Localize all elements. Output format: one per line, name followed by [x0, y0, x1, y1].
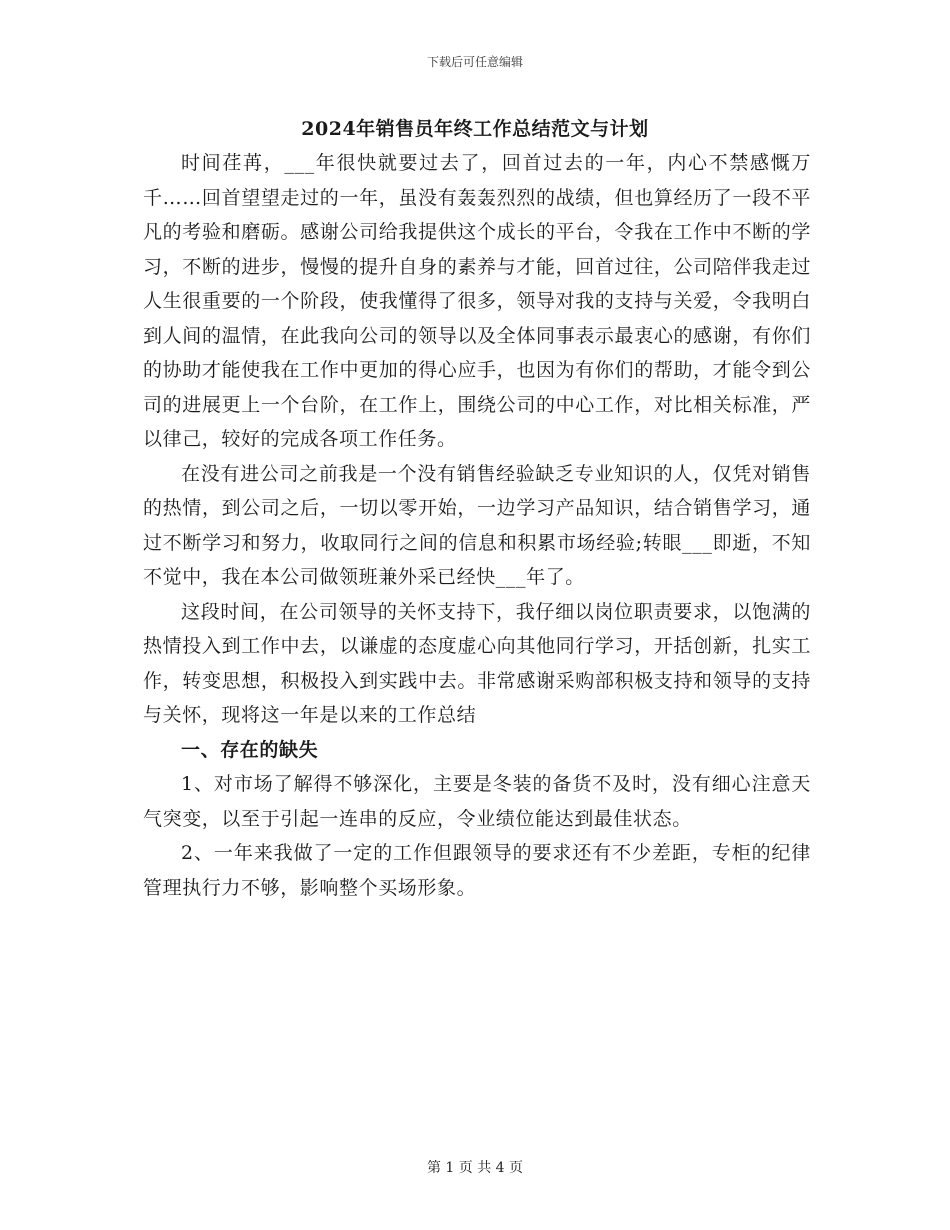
shortcoming-item-1: 1、对市场了解得不够深化，主要是冬装的备货不及时，没有细心注意天气突变，以至于引起一连串的反应，令业绩位能达到最佳状态。	[143, 773, 811, 830]
page-header: 下载后可任意编辑	[426, 55, 523, 69]
page-number: 第 1 页 共 4 页	[426, 1160, 524, 1176]
document-title: 2024年销售员年终工作总结范文与计划	[301, 118, 649, 140]
shortcoming-item-2: 2、一年来我做了一定的工作但跟领导的要求还有不少差距，专柜的纪律管理执行力不够，影响整个买场形象。	[143, 842, 811, 899]
summary-paragraph: 这段时间，在公司领导的关怀支持下，我仔细以岗位职责要求，以饱满的热情投入到工作中去，以谦虚的态度虚心向其他同行学习，开括创新，扎实工作，转变思想，积极投入到实践中去。非常感谢采购部积极支持和领导的支持与关怀，现将这一年是以来的工作总结	[143, 600, 811, 726]
background-paragraph: 在没有进公司之前我是一个没有销售经验缺乏专业知识的人，仅凭对销售的热情，到公司之后，一切以零开始，一边学习产品知识，结合销售学习，通过不断学习和努力，收取同行之间的信息和积累市场经验;转眼___即逝，不知不觉中，我在本公司做领班兼外采已经快___年了。	[143, 462, 811, 588]
intro-paragraph: 时间荏苒，___年很快就要过去了，回首过去的一年，内心不禁感慨万千……回首望望走过的一年，虽没有轰轰烈烈的战绩，但也算经历了一段不平凡的考验和磨砺。感谢公司给我提供这个成长的平台，令我在工作中不断的学习，不断的进步，慢慢的提升自身的素养与才能，回首过往，公司陪伴我走过人生很重要的一个阶段，使我懂得了很多，领导对我的支持与关爱，令我明白到人间的温情，在此我向公司的领导以及全体同事表示最衷心的感谢，有你们的协助才能使我在工作中更加的得心应手，也因为有你们的帮助，才能令到公司的进展更上一个台阶，在工作上，围绕公司的中心工作，对比相关标准，严以律己，较好的完成各项工作任务。	[143, 152, 811, 450]
document-body	[143, 146, 811, 905]
section-heading-shortcomings: 一、存在的缺失	[181, 738, 319, 761]
